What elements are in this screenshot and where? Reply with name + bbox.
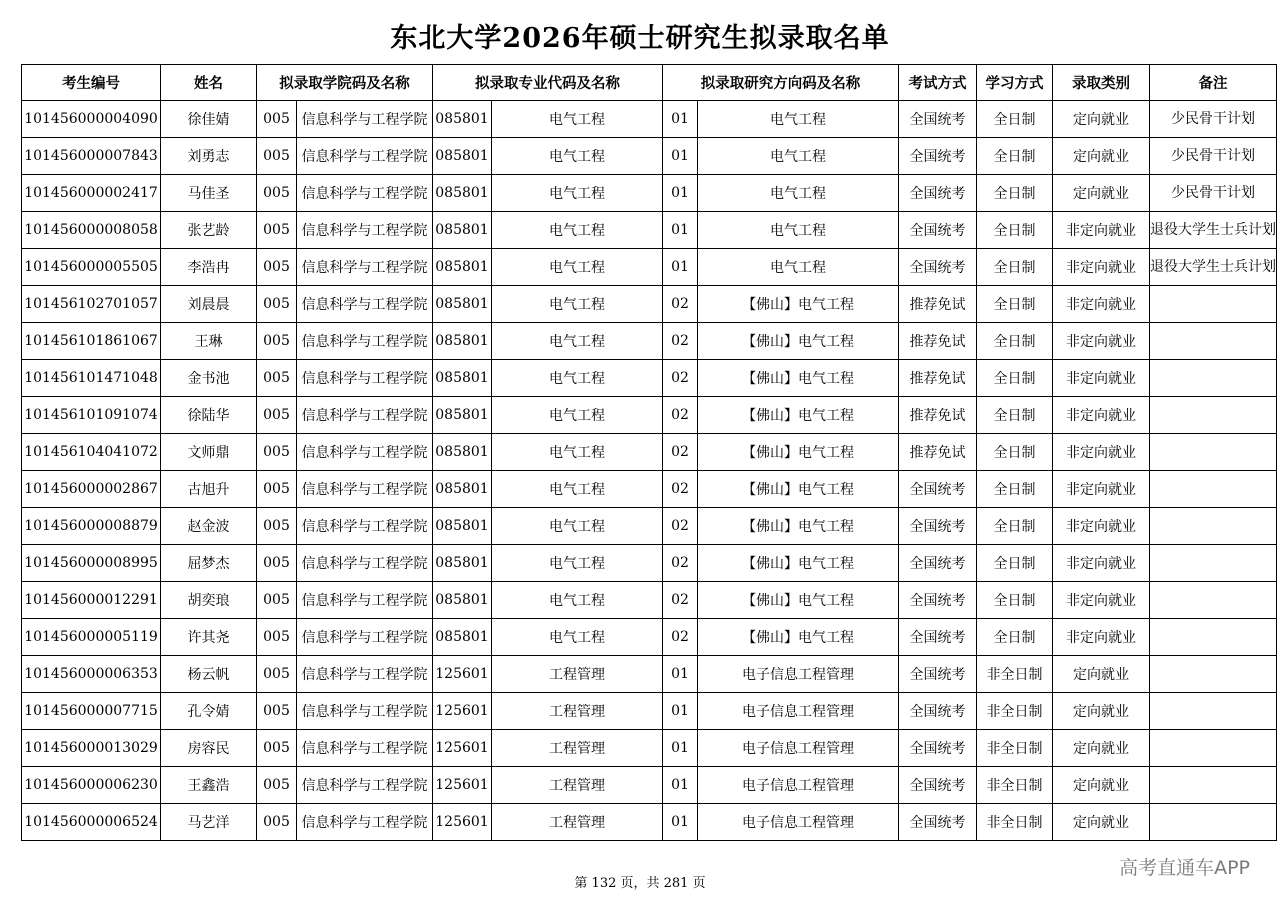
cell-major-name: 电气工程: [492, 323, 663, 360]
cell-direction-code: 01: [663, 101, 698, 138]
cell-college-code: 005: [257, 397, 297, 434]
college-name-text: 信息科学与工程学院: [301, 482, 428, 498]
cell-name: 金书池: [161, 360, 257, 397]
cell-study-mode: 全日制: [977, 545, 1053, 582]
cell-direction-name: 【佛山】电气工程: [698, 619, 899, 656]
cell-direction-name: 电子信息工程管理: [698, 656, 899, 693]
college-name-text: 信息科学与工程学院: [301, 741, 428, 757]
cell-direction-name: 【佛山】电气工程: [698, 323, 899, 360]
table-row: [22, 545, 1277, 582]
cell-major-code: 125601: [433, 730, 492, 767]
cell-note: [1150, 508, 1277, 545]
cell-major-name: 工程管理: [492, 730, 663, 767]
cell-major-code: 085801: [433, 323, 492, 360]
cell-category: 非定向就业: [1053, 582, 1150, 619]
cell-name: 文师鼎: [161, 434, 257, 471]
cell-direction-name: 电子信息工程管理: [698, 730, 899, 767]
table-row: [22, 101, 1277, 138]
header-exam-type: 考试方式: [899, 65, 977, 101]
cell-college-name: [297, 767, 433, 804]
cell-exam-type: 推荐免试: [899, 397, 977, 434]
cell-college-code: 005: [257, 471, 297, 508]
cell-exam-type: 全国统考: [899, 582, 977, 619]
cell-note: [1150, 582, 1277, 619]
table-row: [22, 434, 1277, 471]
college-name-text: 信息科学与工程学院: [301, 630, 428, 646]
cell-study-mode: 全日制: [977, 360, 1053, 397]
college-name-text: 信息科学与工程学院: [301, 593, 428, 609]
cell-exam-id: 101456000006524: [22, 804, 161, 841]
page-title: 东北大学2026年硕士研究生拟录取名单: [390, 23, 890, 54]
cell-exam-type: 推荐免试: [899, 360, 977, 397]
cell-category: 非定向就业: [1053, 508, 1150, 545]
cell-direction-code: 02: [663, 434, 698, 471]
cell-college-name: [297, 434, 433, 471]
cell-major-code: 085801: [433, 360, 492, 397]
cell-name: 胡奕琅: [161, 582, 257, 619]
cell-exam-id: 101456000006230: [22, 767, 161, 804]
watermark-logo: 高考直通车APP: [1119, 857, 1250, 879]
table-row: [22, 582, 1277, 619]
cell-major-code: 085801: [433, 471, 492, 508]
cell-exam-type: 全国统考: [899, 471, 977, 508]
cell-category: 非定向就业: [1053, 212, 1150, 249]
cell-major-code: 085801: [433, 286, 492, 323]
cell-name: 刘勇志: [161, 138, 257, 175]
cell-major-code: 085801: [433, 249, 492, 286]
cell-direction-name: 【佛山】电气工程: [698, 471, 899, 508]
cell-college-code: 005: [257, 434, 297, 471]
cell-name: 赵金波: [161, 508, 257, 545]
cell-name: 房容民: [161, 730, 257, 767]
cell-category: 非定向就业: [1053, 545, 1150, 582]
cell-college-code: 005: [257, 582, 297, 619]
cell-note: 少民骨干计划: [1150, 175, 1277, 212]
cell-college-code: 005: [257, 249, 297, 286]
cell-study-mode: 全日制: [977, 249, 1053, 286]
cell-college-name: [297, 138, 433, 175]
cell-direction-name: 电子信息工程管理: [698, 693, 899, 730]
cell-college-code: 005: [257, 323, 297, 360]
cell-name: 孔令婧: [161, 693, 257, 730]
cell-direction-name: 电气工程: [698, 212, 899, 249]
cell-name: 王琳: [161, 323, 257, 360]
cell-exam-type: 全国统考: [899, 767, 977, 804]
cell-exam-id: 101456000007843: [22, 138, 161, 175]
cell-college-name: [297, 101, 433, 138]
cell-exam-id: 101456000012291: [22, 582, 161, 619]
cell-major-name: 工程管理: [492, 693, 663, 730]
cell-major-name: 电气工程: [492, 471, 663, 508]
cell-note: 少民骨干计划: [1150, 138, 1277, 175]
college-name-text: 信息科学与工程学院: [301, 149, 428, 165]
cell-note: [1150, 619, 1277, 656]
cell-exam-id: 101456102701057: [22, 286, 161, 323]
table-row: [22, 730, 1277, 767]
cell-note: [1150, 360, 1277, 397]
cell-major-name: 电气工程: [492, 360, 663, 397]
cell-note: [1150, 804, 1277, 841]
header-exam-id: 考生编号: [22, 65, 161, 101]
college-name-text: 信息科学与工程学院: [301, 519, 428, 535]
cell-major-name: 电气工程: [492, 101, 663, 138]
table-row: [22, 619, 1277, 656]
cell-major-code: 085801: [433, 397, 492, 434]
cell-major-code: 085801: [433, 508, 492, 545]
cell-direction-code: 01: [663, 212, 698, 249]
cell-major-name: 电气工程: [492, 619, 663, 656]
cell-direction-code: 02: [663, 508, 698, 545]
cell-exam-id: 101456000008879: [22, 508, 161, 545]
cell-category: 非定向就业: [1053, 434, 1150, 471]
cell-study-mode: 全日制: [977, 175, 1053, 212]
table-row: [22, 175, 1277, 212]
cell-major-code: 085801: [433, 101, 492, 138]
cell-name: 马艺洋: [161, 804, 257, 841]
cell-exam-type: 全国统考: [899, 175, 977, 212]
college-name-text: 信息科学与工程学院: [301, 371, 428, 387]
cell-study-mode: 非全日制: [977, 656, 1053, 693]
college-name-text: 信息科学与工程学院: [301, 556, 428, 572]
cell-exam-type: 推荐免试: [899, 434, 977, 471]
cell-major-code: 125601: [433, 767, 492, 804]
table-row: [22, 471, 1277, 508]
cell-name: 许其尧: [161, 619, 257, 656]
cell-name: 刘晨晨: [161, 286, 257, 323]
cell-category: 非定向就业: [1053, 471, 1150, 508]
cell-direction-name: 电气工程: [698, 138, 899, 175]
cell-major-code: 085801: [433, 212, 492, 249]
cell-category: 定向就业: [1053, 767, 1150, 804]
cell-name: 杨云帆: [161, 656, 257, 693]
cell-category: 定向就业: [1053, 175, 1150, 212]
cell-note: [1150, 471, 1277, 508]
table-row: [22, 508, 1277, 545]
cell-direction-code: 01: [663, 175, 698, 212]
cell-direction-code: 01: [663, 804, 698, 841]
table-row: [22, 249, 1277, 286]
cell-exam-type: 全国统考: [899, 693, 977, 730]
cell-study-mode: 非全日制: [977, 767, 1053, 804]
cell-college-name: [297, 397, 433, 434]
table-row: [22, 804, 1277, 841]
cell-name: 徐陆华: [161, 397, 257, 434]
cell-direction-name: 电气工程: [698, 101, 899, 138]
cell-exam-id: 101456000005505: [22, 249, 161, 286]
cell-exam-id: 101456000008995: [22, 545, 161, 582]
college-name-text: 信息科学与工程学院: [301, 445, 428, 461]
cell-exam-id: 101456104041072: [22, 434, 161, 471]
cell-exam-type: 全国统考: [899, 656, 977, 693]
header-college: 拟录取学院码及名称: [257, 65, 433, 101]
cell-study-mode: 全日制: [977, 101, 1053, 138]
cell-college-code: 005: [257, 804, 297, 841]
cell-major-name: 工程管理: [492, 804, 663, 841]
cell-college-name: [297, 693, 433, 730]
cell-college-name: [297, 360, 433, 397]
cell-major-name: 电气工程: [492, 249, 663, 286]
cell-note: 少民骨干计划: [1150, 101, 1277, 138]
cell-direction-code: 02: [663, 471, 698, 508]
cell-direction-code: 02: [663, 397, 698, 434]
cell-college-name: [297, 804, 433, 841]
cell-exam-id: 101456101861067: [22, 323, 161, 360]
cell-category: 定向就业: [1053, 730, 1150, 767]
cell-major-code: 085801: [433, 434, 492, 471]
table-row: [22, 656, 1277, 693]
cell-study-mode: 全日制: [977, 212, 1053, 249]
cell-exam-id: 101456000002867: [22, 471, 161, 508]
cell-direction-name: 电子信息工程管理: [698, 804, 899, 841]
cell-study-mode: 全日制: [977, 508, 1053, 545]
cell-major-code: 085801: [433, 545, 492, 582]
college-name-text: 信息科学与工程学院: [301, 815, 428, 831]
cell-direction-name: 【佛山】电气工程: [698, 582, 899, 619]
cell-name: 李浩冉: [161, 249, 257, 286]
cell-exam-type: 全国统考: [899, 508, 977, 545]
cell-direction-code: 01: [663, 656, 698, 693]
cell-direction-name: 【佛山】电气工程: [698, 434, 899, 471]
cell-college-name: [297, 508, 433, 545]
college-name-text: 信息科学与工程学院: [301, 667, 428, 683]
cell-college-name: [297, 582, 433, 619]
cell-college-code: 005: [257, 138, 297, 175]
cell-exam-id: 101456000004090: [22, 101, 161, 138]
header-category: 录取类别: [1053, 65, 1150, 101]
cell-direction-code: 01: [663, 730, 698, 767]
cell-college-code: 005: [257, 212, 297, 249]
college-name-text: 信息科学与工程学院: [301, 297, 428, 313]
cell-direction-name: 【佛山】电气工程: [698, 286, 899, 323]
cell-note: [1150, 545, 1277, 582]
cell-major-code: 085801: [433, 619, 492, 656]
table-row: [22, 138, 1277, 175]
cell-exam-type: 全国统考: [899, 804, 977, 841]
cell-major-code: 085801: [433, 175, 492, 212]
cell-exam-id: 101456000005119: [22, 619, 161, 656]
cell-major-name: 工程管理: [492, 656, 663, 693]
cell-exam-type: 全国统考: [899, 101, 977, 138]
college-name-text: 信息科学与工程学院: [301, 112, 428, 128]
cell-note: [1150, 693, 1277, 730]
cell-major-code: 125601: [433, 693, 492, 730]
cell-college-code: 005: [257, 508, 297, 545]
cell-direction-code: 02: [663, 545, 698, 582]
cell-college-name: [297, 212, 433, 249]
cell-college-code: 005: [257, 175, 297, 212]
admission-table: [21, 64, 1277, 841]
cell-category: 定向就业: [1053, 656, 1150, 693]
cell-exam-type: 全国统考: [899, 212, 977, 249]
cell-category: 非定向就业: [1053, 323, 1150, 360]
cell-study-mode: 非全日制: [977, 730, 1053, 767]
cell-exam-id: 101456000008058: [22, 212, 161, 249]
cell-name: 古旭升: [161, 471, 257, 508]
cell-major-code: 085801: [433, 582, 492, 619]
cell-college-name: [297, 730, 433, 767]
cell-note: [1150, 730, 1277, 767]
cell-major-name: 电气工程: [492, 175, 663, 212]
cell-direction-code: 02: [663, 619, 698, 656]
cell-college-code: 005: [257, 767, 297, 804]
cell-exam-id: 101456000013029: [22, 730, 161, 767]
cell-major-name: 电气工程: [492, 286, 663, 323]
cell-study-mode: 全日制: [977, 286, 1053, 323]
cell-category: 非定向就业: [1053, 286, 1150, 323]
cell-direction-code: 02: [663, 286, 698, 323]
table-header-row: [22, 65, 1277, 101]
cell-exam-id: 101456101471048: [22, 360, 161, 397]
cell-college-name: [297, 323, 433, 360]
cell-exam-type: 推荐免试: [899, 323, 977, 360]
cell-exam-type: 推荐免试: [899, 286, 977, 323]
cell-college-name: [297, 656, 433, 693]
cell-category: 定向就业: [1053, 138, 1150, 175]
cell-major-code: 125601: [433, 656, 492, 693]
cell-college-code: 005: [257, 286, 297, 323]
cell-study-mode: 全日制: [977, 619, 1053, 656]
college-name-text: 信息科学与工程学院: [301, 778, 428, 794]
cell-name: 王鑫浩: [161, 767, 257, 804]
table-row: [22, 397, 1277, 434]
cell-note: [1150, 323, 1277, 360]
cell-category: 定向就业: [1053, 101, 1150, 138]
cell-study-mode: 全日制: [977, 323, 1053, 360]
cell-note: [1150, 397, 1277, 434]
cell-study-mode: 全日制: [977, 582, 1053, 619]
cell-major-name: 电气工程: [492, 138, 663, 175]
cell-college-name: [297, 249, 433, 286]
cell-exam-type: 全国统考: [899, 249, 977, 286]
cell-name: 屈梦杰: [161, 545, 257, 582]
cell-direction-name: 电子信息工程管理: [698, 767, 899, 804]
table-row: [22, 286, 1277, 323]
cell-note: [1150, 434, 1277, 471]
cell-direction-code: 01: [663, 693, 698, 730]
cell-major-name: 电气工程: [492, 397, 663, 434]
cell-college-code: 005: [257, 545, 297, 582]
header-note: 备注: [1150, 65, 1277, 101]
cell-study-mode: 全日制: [977, 471, 1053, 508]
cell-college-name: [297, 471, 433, 508]
cell-direction-name: 【佛山】电气工程: [698, 545, 899, 582]
cell-college-code: 005: [257, 730, 297, 767]
cell-note: [1150, 286, 1277, 323]
college-name-text: 信息科学与工程学院: [301, 260, 428, 276]
cell-exam-type: 全国统考: [899, 730, 977, 767]
cell-major-name: 电气工程: [492, 434, 663, 471]
cell-major-name: 电气工程: [492, 212, 663, 249]
table-row: [22, 693, 1277, 730]
cell-note: 退役大学生士兵计划: [1150, 212, 1277, 249]
cell-category: 定向就业: [1053, 693, 1150, 730]
cell-major-name: 电气工程: [492, 508, 663, 545]
cell-major-name: 电气工程: [492, 545, 663, 582]
cell-category: 非定向就业: [1053, 619, 1150, 656]
cell-direction-code: 01: [663, 767, 698, 804]
cell-study-mode: 全日制: [977, 138, 1053, 175]
cell-major-name: 工程管理: [492, 767, 663, 804]
cell-note: [1150, 767, 1277, 804]
cell-college-code: 005: [257, 101, 297, 138]
cell-major-code: 085801: [433, 138, 492, 175]
cell-direction-name: 【佛山】电气工程: [698, 360, 899, 397]
cell-note: [1150, 656, 1277, 693]
cell-direction-code: 02: [663, 323, 698, 360]
cell-name: 徐佳婧: [161, 101, 257, 138]
cell-direction-code: 02: [663, 360, 698, 397]
cell-study-mode: 全日制: [977, 434, 1053, 471]
cell-name: 张艺龄: [161, 212, 257, 249]
cell-category: 非定向就业: [1053, 397, 1150, 434]
college-name-text: 信息科学与工程学院: [301, 408, 428, 424]
college-name-text: 信息科学与工程学院: [301, 334, 428, 350]
cell-college-code: 005: [257, 656, 297, 693]
cell-direction-code: 02: [663, 582, 698, 619]
header-major: 拟录取专业代码及名称: [433, 65, 663, 101]
table-row: [22, 212, 1277, 249]
cell-college-code: 005: [257, 619, 297, 656]
cell-category: 非定向就业: [1053, 360, 1150, 397]
header-direction: 拟录取研究方向码及名称: [663, 65, 899, 101]
cell-direction-code: 01: [663, 138, 698, 175]
cell-exam-id: 101456000006353: [22, 656, 161, 693]
cell-name: 马佳圣: [161, 175, 257, 212]
cell-major-code: 125601: [433, 804, 492, 841]
table-row: [22, 767, 1277, 804]
cell-major-name: 电气工程: [492, 582, 663, 619]
cell-college-name: [297, 286, 433, 323]
cell-direction-name: 【佛山】电气工程: [698, 397, 899, 434]
cell-exam-type: 全国统考: [899, 138, 977, 175]
cell-exam-type: 全国统考: [899, 545, 977, 582]
cell-college-code: 005: [257, 360, 297, 397]
cell-direction-name: 电气工程: [698, 249, 899, 286]
cell-exam-type: 全国统考: [899, 619, 977, 656]
cell-study-mode: 非全日制: [977, 804, 1053, 841]
cell-study-mode: 非全日制: [977, 693, 1053, 730]
college-name-text: 信息科学与工程学院: [301, 704, 428, 720]
cell-direction-code: 01: [663, 249, 698, 286]
cell-category: 定向就业: [1053, 804, 1150, 841]
cell-college-code: 005: [257, 693, 297, 730]
table-row: [22, 323, 1277, 360]
cell-exam-id: 101456101091074: [22, 397, 161, 434]
cell-direction-name: 电气工程: [698, 175, 899, 212]
cell-college-name: [297, 175, 433, 212]
cell-exam-id: 101456000002417: [22, 175, 161, 212]
cell-category: 非定向就业: [1053, 249, 1150, 286]
cell-direction-name: 【佛山】电气工程: [698, 508, 899, 545]
header-study-mode: 学习方式: [977, 65, 1053, 101]
college-name-text: 信息科学与工程学院: [301, 223, 428, 239]
table-row: [22, 360, 1277, 397]
cell-note: 退役大学生士兵计划: [1150, 249, 1277, 286]
cell-college-name: [297, 545, 433, 582]
page-footer: 第 132 页，共 281 页: [574, 876, 706, 891]
header-name: 姓名: [161, 65, 257, 101]
cell-college-name: [297, 619, 433, 656]
college-name-text: 信息科学与工程学院: [301, 186, 428, 202]
cell-study-mode: 全日制: [977, 397, 1053, 434]
cell-exam-id: 101456000007715: [22, 693, 161, 730]
